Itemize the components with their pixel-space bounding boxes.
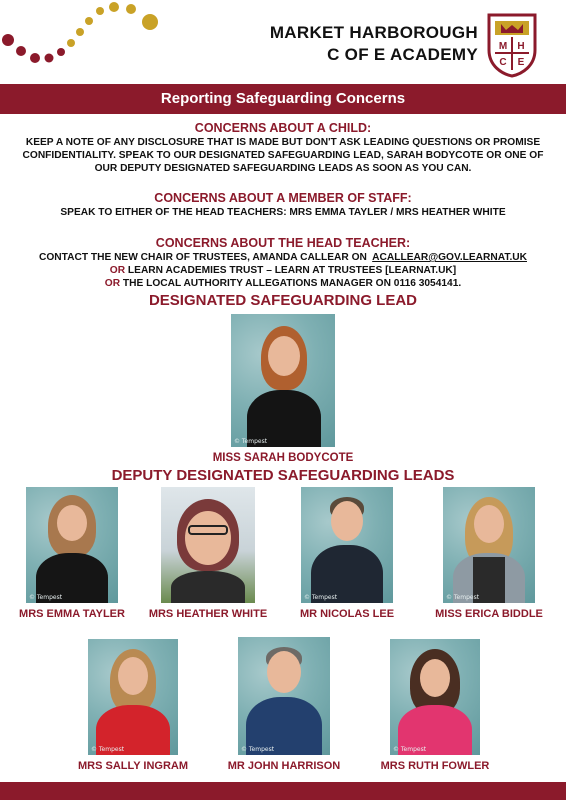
concerns-child-heading: CONCERNS ABOUT A CHILD: <box>194 121 372 135</box>
deputy-photo <box>161 487 255 603</box>
concerns-staff-section <box>10 191 556 219</box>
photo-watermark: © Tempest <box>241 746 275 753</box>
crest-letter-h: H <box>517 41 525 52</box>
crest-letter-e: E <box>517 57 525 68</box>
deputy-name: MRS SALLY INGRAM <box>77 760 188 772</box>
concerns-head-section <box>10 236 556 290</box>
or-label: OR <box>109 265 126 276</box>
photo-watermark: © Tempest <box>29 594 63 601</box>
photo-watermark: © Tempest <box>446 594 480 601</box>
dsl-title: DESIGNATED SAFEGUARDING LEAD <box>148 292 418 309</box>
deputy-photo <box>26 487 118 603</box>
deputy-name: MISS ERICA BIDDLE <box>435 608 543 620</box>
deputy-photo <box>390 639 480 755</box>
concerns-head-line1-text: CONTACT THE NEW CHAIR OF TRUSTEES, AMANDA CALLEAR ON <box>39 252 367 263</box>
photo-watermark: © Tempest <box>393 746 427 753</box>
school-name-line2: C OF E ACADEMY <box>327 45 478 64</box>
school-crest-icon <box>486 12 538 78</box>
concerns-child-section <box>10 121 556 175</box>
photo-watermark: © Tempest <box>91 746 125 753</box>
or-label: OR <box>104 278 121 289</box>
photo-watermark: © Tempest <box>234 438 268 445</box>
deputy-name: MRS HEATHER WHITE <box>148 608 268 620</box>
concerns-head-line2 <box>10 264 556 277</box>
dsl-photo <box>231 314 335 447</box>
concerns-staff-line1: SPEAK TO EITHER OF THE HEAD TEACHERS: MRS EMMA TAYLER / MRS HEATHER WHITE <box>60 207 506 218</box>
footer-bar <box>0 782 566 800</box>
concerns-staff-heading: CONCERNS ABOUT A MEMBER OF STAFF: <box>154 191 412 205</box>
title-banner <box>0 84 566 114</box>
deputy-photo <box>443 487 535 603</box>
deputy-name: MR JOHN HARRISON <box>227 760 341 772</box>
concerns-head-heading: CONCERNS ABOUT THE HEAD TEACHER: <box>155 236 411 250</box>
deputy-photo <box>238 637 330 755</box>
chair-email-link[interactable]: ACALLEAR@GOV.LEARNAT.UK <box>372 252 527 263</box>
dsl-name: MISS SARAH BODYCOTE <box>212 452 354 464</box>
deputy-photo <box>88 639 178 755</box>
deputy-name: MRS RUTH FOWLER <box>380 760 490 772</box>
crest-letter-c: C <box>499 57 507 68</box>
concerns-head-line3-text: THE LOCAL AUTHORITY ALLEGATIONS MANAGER ON 0116 3054141. <box>122 278 462 289</box>
concerns-head-line3 <box>10 277 556 290</box>
school-name-line1: MARKET HARBOROUGH <box>269 23 478 42</box>
photo-watermark: © Tempest <box>304 594 338 601</box>
concerns-child-line3: OUR DEPUTY DESIGNATED SAFEGUARDING LEADS AS SOON AS YOU CAN. <box>94 163 472 174</box>
deputies-title: DEPUTY DESIGNATED SAFEGUARDING LEADS <box>111 467 455 484</box>
crest-letter-m: M <box>498 41 508 52</box>
concerns-child-line2: CONFIDENTIALITY. SPEAK TO OUR DESIGNATED SAFEGUARDING LEAD, SARAH BODYCOTE OR ONE OF <box>22 150 544 161</box>
deputy-photo <box>301 487 393 603</box>
concerns-head-line2-text: LEARN ACADEMIES TRUST – LEARN AT TRUSTEES [LEARNAT.UK] <box>127 265 457 276</box>
banner-title: Reporting Safeguarding Concerns <box>160 90 406 107</box>
concerns-head-line1 <box>10 251 556 264</box>
concerns-child-line1: KEEP A NOTE OF ANY DISCLOSURE THAT IS MADE BUT DON'T ASK LEADING QUESTIONS OR PROMISE <box>25 137 541 148</box>
decorative-dots <box>0 0 170 70</box>
deputy-name: MR NICOLAS LEE <box>299 608 395 620</box>
school-name <box>270 22 478 66</box>
deputy-name: MRS EMMA TAYLER <box>19 608 125 620</box>
